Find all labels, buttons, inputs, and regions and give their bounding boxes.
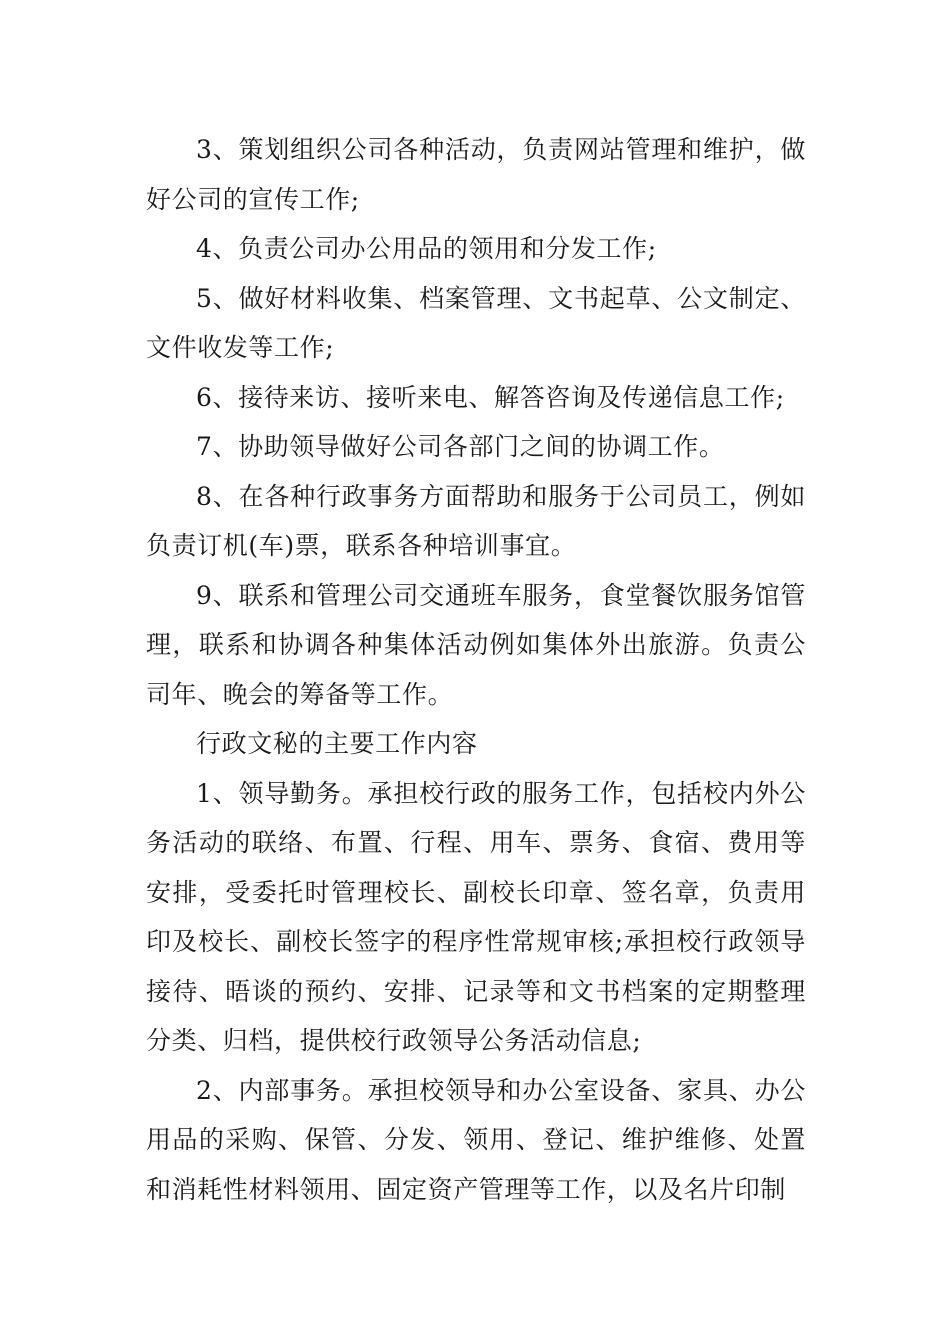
paragraph-item-8: 8、在各种行政事务方面帮助和服务于公司员工，例如负责订机(车)票，联系各种培训事宜。 [146,481,806,560]
paragraph-item-5: 5、做好材料收集、档案管理、文书起草、公文制定、文件收发等工作; [146,283,806,362]
paragraph-duty-1: 1、领导勤务。承担校行政的服务工作，包括校内外公务活动的联络、布置、行程、用车、票务、食宿、费用等安排，受委托时管理校长、副校长印章、签名章，负责用印及校长、副校长签字的程序性常规审核;承担校行政领导接待、晤谈的预约、安排、记录等和文书档案的定期整理分类、归档，提供校行政领导公务活动信息; [146,778,806,1055]
paragraph-item-7: 7、协助领导做好公司各部门之间的协调工作。 [196,432,725,461]
paragraph-item-3: 3、策划组织公司各种活动，负责网站管理和维护，做好公司的宣传工作; [146,135,806,214]
section-heading: 行政文秘的主要工作内容 [196,729,478,758]
paragraph-item-6: 6、接待来访、接听来电、解答咨询及传递信息工作; [196,382,785,412]
paragraph-item-9: 9、联系和管理公司交通班车服务，食堂餐饮服务馆管理，联系和协调各种集体活动例如集体外出旅游。负责公司年、晚会的筹备等工作。 [146,580,806,709]
document-body [146,125,806,1214]
paragraph-duty-2: 2、内部事务。承担校领导和办公室设备、家具、办公用品的采购、保管、分发、领用、登记、维护维修、处置和消耗性材料领用、固定资产管理等工作，以及名片印制 [146,1075,806,1204]
paragraph-item-4: 4、负责公司办公用品的领用和分发工作; [196,234,657,263]
